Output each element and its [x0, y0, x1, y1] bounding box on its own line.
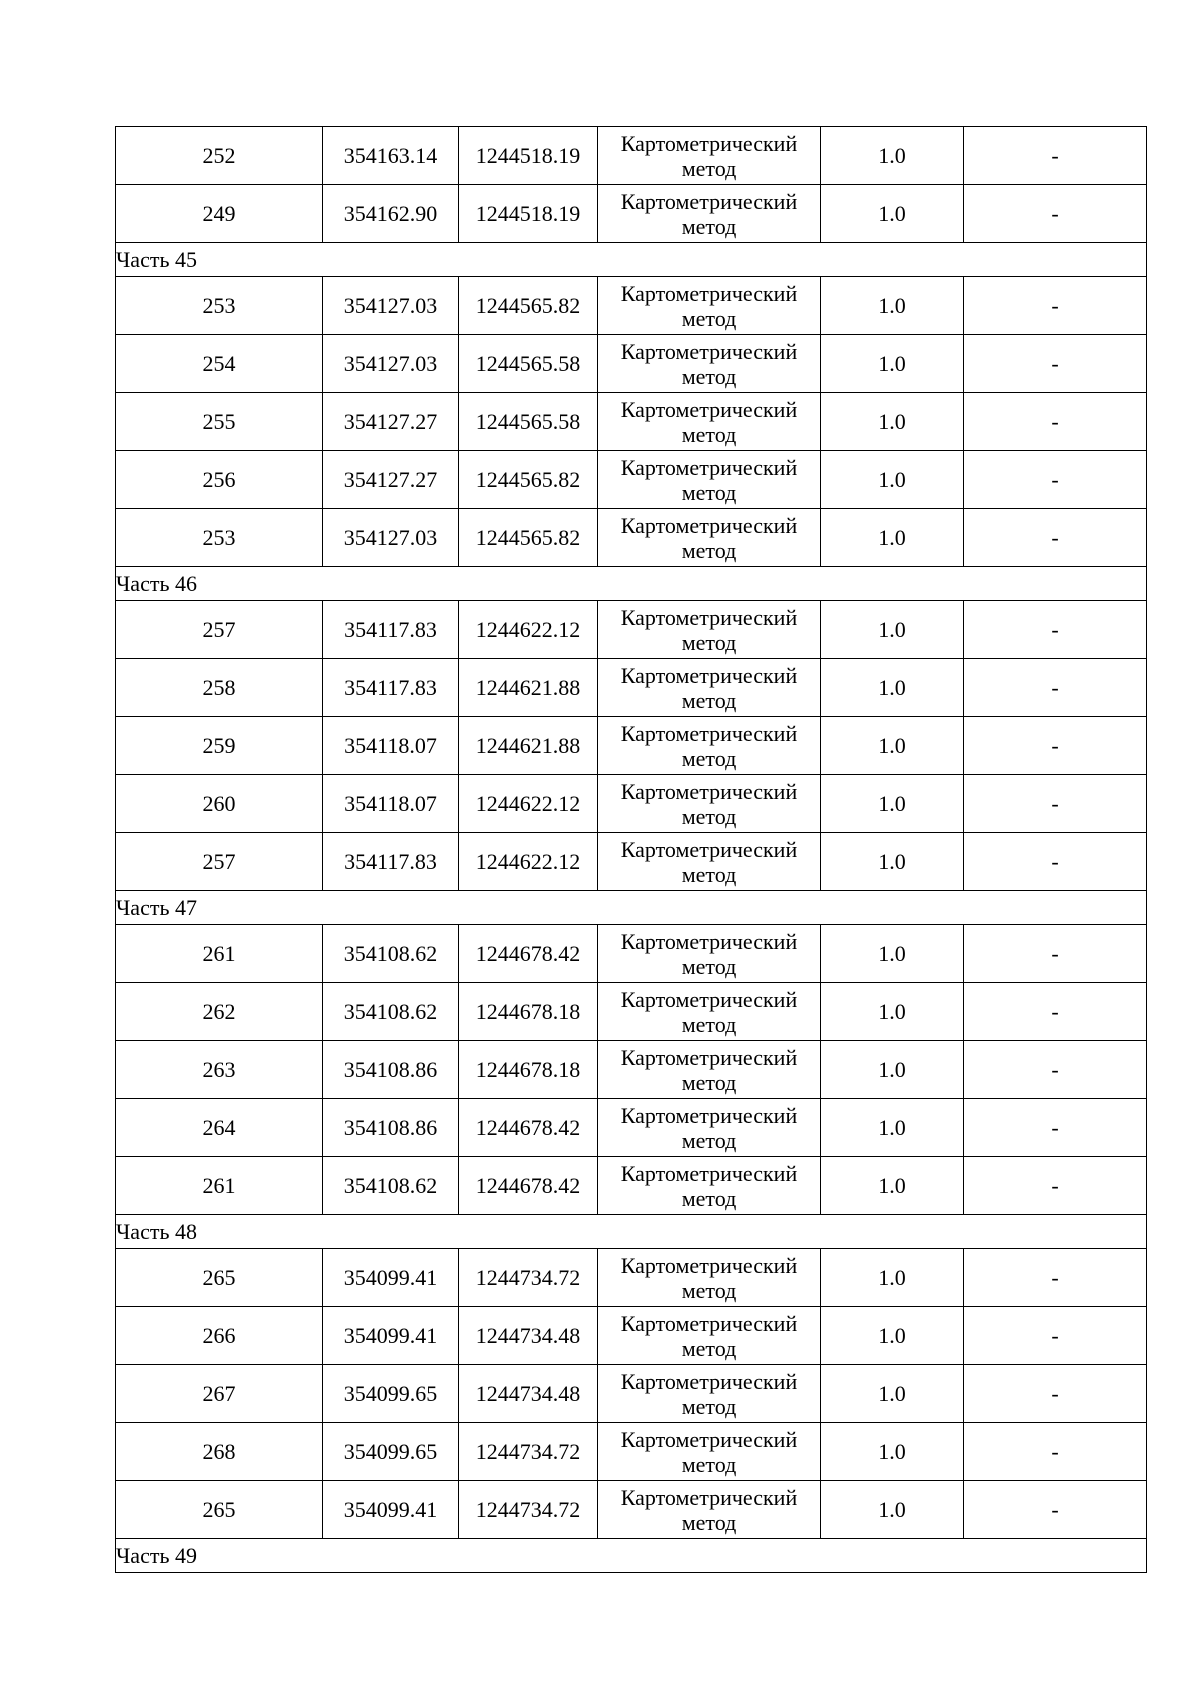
x-coordinate-cell: 354108.62: [323, 1157, 459, 1215]
method-line-2: метод: [681, 803, 737, 829]
part-label: Часть 47: [116, 891, 1147, 925]
x-coordinate-cell: 354108.62: [323, 983, 459, 1041]
accuracy-cell: 1.0: [821, 983, 964, 1041]
x-coordinate-cell: 354118.07: [323, 717, 459, 775]
part-label: Часть 48: [116, 1215, 1147, 1249]
part-label: Часть 49: [116, 1539, 1147, 1573]
y-coordinate-cell: 1244622.12: [459, 601, 598, 659]
note-cell: -: [964, 601, 1147, 659]
accuracy-cell: 1.0: [821, 185, 964, 243]
note-cell: -: [964, 925, 1147, 983]
method-line-2: метод: [681, 1069, 737, 1095]
y-coordinate-cell: 1244678.42: [459, 1099, 598, 1157]
x-coordinate-cell: 354117.83: [323, 659, 459, 717]
note-cell: -: [964, 983, 1147, 1041]
method-line-1: Картометрический: [620, 130, 798, 156]
note-cell: -: [964, 451, 1147, 509]
note-cell: -: [964, 717, 1147, 775]
x-coordinate-cell: 354127.03: [323, 509, 459, 567]
table-row: [116, 1157, 1147, 1215]
method-line-1: Картометрический: [620, 928, 798, 954]
table-row: [116, 185, 1147, 243]
x-coordinate-cell: 354108.62: [323, 925, 459, 983]
point-number-cell: 257: [116, 601, 323, 659]
method-line-2: метод: [681, 687, 737, 713]
note-cell: -: [964, 335, 1147, 393]
method-line-1: Картометрический: [620, 280, 798, 306]
table-row: [116, 1041, 1147, 1099]
part-header-row: [116, 1539, 1147, 1573]
part-label: Часть 46: [116, 567, 1147, 601]
point-number-cell: 265: [116, 1249, 323, 1307]
table-row: [116, 983, 1147, 1041]
y-coordinate-cell: 1244565.82: [459, 509, 598, 567]
y-coordinate-cell: 1244678.18: [459, 1041, 598, 1099]
method-line-1: Картометрический: [620, 512, 798, 538]
accuracy-cell: 1.0: [821, 1481, 964, 1539]
y-coordinate-cell: 1244621.88: [459, 717, 598, 775]
method-line-2: метод: [681, 861, 737, 887]
note-cell: -: [964, 1249, 1147, 1307]
point-number-cell: 265: [116, 1481, 323, 1539]
part-header-row: [116, 1215, 1147, 1249]
coordinates-table: [115, 126, 1147, 1573]
note-cell: -: [964, 185, 1147, 243]
accuracy-cell: 1.0: [821, 833, 964, 891]
method-line-2: метод: [681, 1335, 737, 1361]
point-number-cell: 262: [116, 983, 323, 1041]
method-line-1: Картометрический: [620, 836, 798, 862]
table-row: [116, 1481, 1147, 1539]
method-line-2: метод: [681, 155, 737, 181]
method-line-2: метод: [681, 1127, 737, 1153]
x-coordinate-cell: 354127.03: [323, 277, 459, 335]
accuracy-cell: 1.0: [821, 1365, 964, 1423]
x-coordinate-cell: 354099.41: [323, 1481, 459, 1539]
table-row: [116, 659, 1147, 717]
method-line-1: Картометрический: [620, 778, 798, 804]
accuracy-cell: 1.0: [821, 509, 964, 567]
method-cell: [598, 1365, 821, 1423]
note-cell: -: [964, 277, 1147, 335]
method-line-1: Картометрический: [620, 1426, 798, 1452]
accuracy-cell: 1.0: [821, 925, 964, 983]
note-cell: -: [964, 775, 1147, 833]
part-header-row: [116, 243, 1147, 277]
method-cell: [598, 659, 821, 717]
method-line-2: метод: [681, 629, 737, 655]
method-cell: [598, 1249, 821, 1307]
part-header-row: [116, 567, 1147, 601]
note-cell: -: [964, 393, 1147, 451]
part-label: Часть 45: [116, 243, 1147, 277]
y-coordinate-cell: 1244734.72: [459, 1249, 598, 1307]
table-row: [116, 1423, 1147, 1481]
point-number-cell: 253: [116, 509, 323, 567]
note-cell: -: [964, 659, 1147, 717]
method-cell: [598, 1099, 821, 1157]
coordinates-table-body: [116, 127, 1147, 1573]
method-line-2: метод: [681, 1509, 737, 1535]
method-line-1: Картометрический: [620, 720, 798, 746]
method-line-1: Картометрический: [620, 1310, 798, 1336]
point-number-cell: 258: [116, 659, 323, 717]
table-row: [116, 833, 1147, 891]
table-row: [116, 127, 1147, 185]
x-coordinate-cell: 354108.86: [323, 1041, 459, 1099]
x-coordinate-cell: 354099.41: [323, 1307, 459, 1365]
table-row: [116, 451, 1147, 509]
method-cell: [598, 775, 821, 833]
method-line-1: Картометрический: [620, 338, 798, 364]
point-number-cell: 259: [116, 717, 323, 775]
y-coordinate-cell: 1244518.19: [459, 127, 598, 185]
y-coordinate-cell: 1244734.72: [459, 1423, 598, 1481]
table-row: [116, 393, 1147, 451]
method-cell: [598, 1307, 821, 1365]
method-cell: [598, 1423, 821, 1481]
method-line-2: метод: [681, 305, 737, 331]
method-line-1: Картометрический: [620, 188, 798, 214]
accuracy-cell: 1.0: [821, 277, 964, 335]
accuracy-cell: 1.0: [821, 127, 964, 185]
method-cell: [598, 833, 821, 891]
method-cell: [598, 1041, 821, 1099]
method-line-1: Картометрический: [620, 1044, 798, 1070]
accuracy-cell: 1.0: [821, 393, 964, 451]
point-number-cell: 252: [116, 127, 323, 185]
accuracy-cell: 1.0: [821, 601, 964, 659]
table-row: [116, 1099, 1147, 1157]
point-number-cell: 254: [116, 335, 323, 393]
x-coordinate-cell: 354162.90: [323, 185, 459, 243]
note-cell: -: [964, 1041, 1147, 1099]
method-line-1: Картометрический: [620, 1368, 798, 1394]
point-number-cell: 268: [116, 1423, 323, 1481]
x-coordinate-cell: 354108.86: [323, 1099, 459, 1157]
method-cell: [598, 335, 821, 393]
point-number-cell: 263: [116, 1041, 323, 1099]
method-line-1: Картометрический: [620, 396, 798, 422]
x-coordinate-cell: 354118.07: [323, 775, 459, 833]
note-cell: -: [964, 1423, 1147, 1481]
y-coordinate-cell: 1244565.82: [459, 451, 598, 509]
point-number-cell: 253: [116, 277, 323, 335]
y-coordinate-cell: 1244621.88: [459, 659, 598, 717]
method-cell: [598, 717, 821, 775]
method-cell: [598, 509, 821, 567]
x-coordinate-cell: 354117.83: [323, 833, 459, 891]
method-line-1: Картометрический: [620, 986, 798, 1012]
y-coordinate-cell: 1244622.12: [459, 833, 598, 891]
table-row: [116, 335, 1147, 393]
y-coordinate-cell: 1244678.42: [459, 1157, 598, 1215]
note-cell: -: [964, 1099, 1147, 1157]
y-coordinate-cell: 1244565.58: [459, 335, 598, 393]
accuracy-cell: 1.0: [821, 1249, 964, 1307]
method-line-2: метод: [681, 537, 737, 563]
note-cell: -: [964, 127, 1147, 185]
x-coordinate-cell: 354127.27: [323, 393, 459, 451]
method-line-1: Картометрический: [620, 1160, 798, 1186]
x-coordinate-cell: 354099.65: [323, 1365, 459, 1423]
table-row: [116, 1365, 1147, 1423]
x-coordinate-cell: 354163.14: [323, 127, 459, 185]
note-cell: -: [964, 1307, 1147, 1365]
x-coordinate-cell: 354117.83: [323, 601, 459, 659]
x-coordinate-cell: 354127.27: [323, 451, 459, 509]
y-coordinate-cell: 1244565.58: [459, 393, 598, 451]
point-number-cell: 249: [116, 185, 323, 243]
method-cell: [598, 393, 821, 451]
accuracy-cell: 1.0: [821, 717, 964, 775]
method-line-1: Картометрический: [620, 1102, 798, 1128]
y-coordinate-cell: 1244565.82: [459, 277, 598, 335]
method-cell: [598, 127, 821, 185]
method-line-2: метод: [681, 1011, 737, 1037]
method-line-2: метод: [681, 213, 737, 239]
method-cell: [598, 277, 821, 335]
point-number-cell: 261: [116, 1157, 323, 1215]
accuracy-cell: 1.0: [821, 775, 964, 833]
method-line-1: Картометрический: [620, 454, 798, 480]
y-coordinate-cell: 1244678.42: [459, 925, 598, 983]
method-line-2: метод: [681, 1277, 737, 1303]
method-line-2: метод: [681, 1393, 737, 1419]
table-row: [116, 601, 1147, 659]
method-line-1: Картометрический: [620, 604, 798, 630]
method-line-2: метод: [681, 363, 737, 389]
y-coordinate-cell: 1244734.48: [459, 1365, 598, 1423]
y-coordinate-cell: 1244734.72: [459, 1481, 598, 1539]
method-cell: [598, 601, 821, 659]
note-cell: -: [964, 1481, 1147, 1539]
y-coordinate-cell: 1244622.12: [459, 775, 598, 833]
accuracy-cell: 1.0: [821, 1099, 964, 1157]
point-number-cell: 257: [116, 833, 323, 891]
table-row: [116, 277, 1147, 335]
table-row: [116, 1249, 1147, 1307]
table-row: [116, 717, 1147, 775]
note-cell: -: [964, 1157, 1147, 1215]
method-line-2: метод: [681, 745, 737, 771]
accuracy-cell: 1.0: [821, 1423, 964, 1481]
x-coordinate-cell: 354099.41: [323, 1249, 459, 1307]
point-number-cell: 256: [116, 451, 323, 509]
table-row: [116, 1307, 1147, 1365]
method-cell: [598, 185, 821, 243]
method-cell: [598, 925, 821, 983]
method-line-2: метод: [681, 953, 737, 979]
accuracy-cell: 1.0: [821, 451, 964, 509]
y-coordinate-cell: 1244734.48: [459, 1307, 598, 1365]
method-cell: [598, 1481, 821, 1539]
method-line-1: Картометрический: [620, 1252, 798, 1278]
point-number-cell: 260: [116, 775, 323, 833]
point-number-cell: 255: [116, 393, 323, 451]
method-cell: [598, 1157, 821, 1215]
point-number-cell: 261: [116, 925, 323, 983]
note-cell: -: [964, 833, 1147, 891]
x-coordinate-cell: 354127.03: [323, 335, 459, 393]
method-line-2: метод: [681, 1451, 737, 1477]
accuracy-cell: 1.0: [821, 1307, 964, 1365]
accuracy-cell: 1.0: [821, 659, 964, 717]
accuracy-cell: 1.0: [821, 335, 964, 393]
method-line-1: Картометрический: [620, 1484, 798, 1510]
y-coordinate-cell: 1244518.19: [459, 185, 598, 243]
point-number-cell: 266: [116, 1307, 323, 1365]
method-line-2: метод: [681, 1185, 737, 1211]
accuracy-cell: 1.0: [821, 1157, 964, 1215]
table-row: [116, 925, 1147, 983]
x-coordinate-cell: 354099.65: [323, 1423, 459, 1481]
accuracy-cell: 1.0: [821, 1041, 964, 1099]
y-coordinate-cell: 1244678.18: [459, 983, 598, 1041]
method-cell: [598, 451, 821, 509]
note-cell: -: [964, 1365, 1147, 1423]
method-line-2: метод: [681, 421, 737, 447]
point-number-cell: 264: [116, 1099, 323, 1157]
table-row: [116, 509, 1147, 567]
point-number-cell: 267: [116, 1365, 323, 1423]
table-row: [116, 775, 1147, 833]
method-line-2: метод: [681, 479, 737, 505]
method-cell: [598, 983, 821, 1041]
part-header-row: [116, 891, 1147, 925]
note-cell: -: [964, 509, 1147, 567]
method-line-1: Картометрический: [620, 662, 798, 688]
